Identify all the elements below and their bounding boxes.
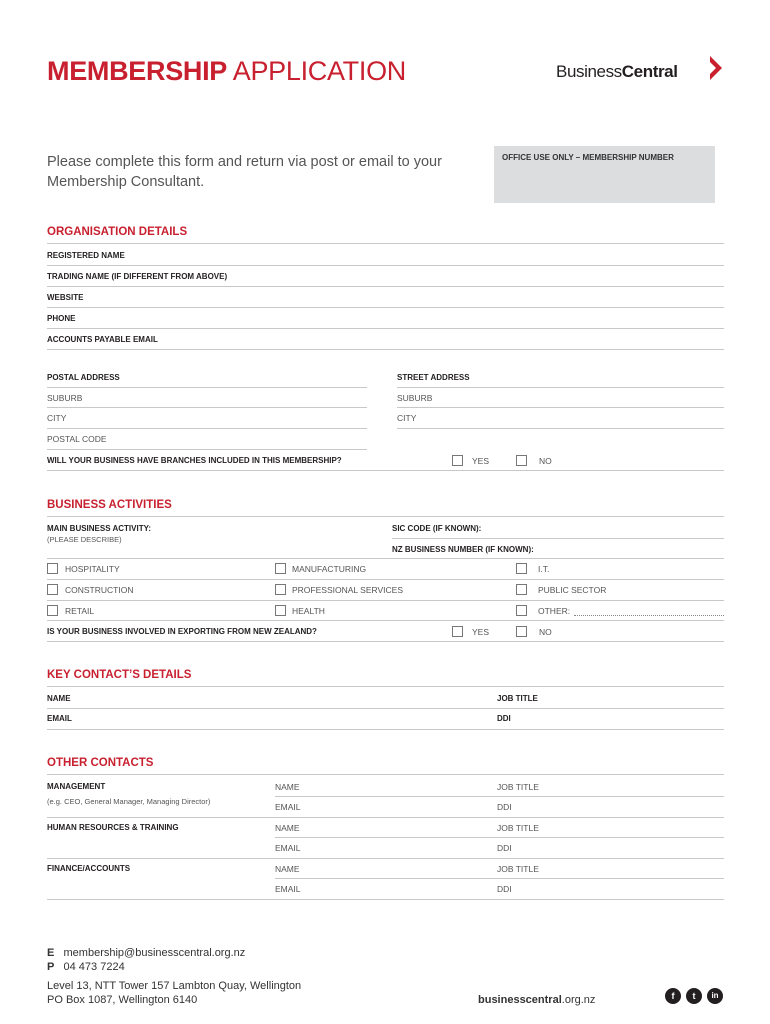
nz-business-number-label: NZ BUSINESS NUMBER (IF KNOWN): [392,545,534,554]
professional-services-checkbox[interactable] [275,584,286,595]
accounts-email-label: ACCOUNTS PAYABLE EMAIL [47,335,158,344]
management-note: (e.g. CEO, General Manager, Managing Director) [47,797,211,806]
retail-checkbox[interactable] [47,605,58,616]
finance-email-field[interactable] [47,899,724,900]
exporting-no-label: NO [539,627,552,637]
hospitality-label: HOSPITALITY [65,564,120,574]
other-contacts-heading: OTHER CONTACTS [47,757,154,769]
management-email-label: EMAIL [275,802,301,812]
management-label: MANAGEMENT [47,782,106,791]
health-checkbox[interactable] [275,605,286,616]
street-suburb-field[interactable] [397,407,724,408]
branches-yes-label: YES [472,456,490,466]
other-field[interactable] [574,615,724,616]
footer-website[interactable]: businesscentral.org.nz [478,994,596,1006]
phone-label: PHONE [47,314,76,323]
key-contact-email-label: EMAIL [47,714,72,723]
logo-arrow-icon [704,54,726,82]
finance-ddi-label: DDI [497,884,512,894]
accounts-email-field[interactable] [47,349,724,350]
exporting-yes-label: YES [472,627,490,637]
postal-suburb-field[interactable] [47,407,367,408]
exporting-question: IS YOUR BUSINESS INVOLVED IN EXPORTING FROM NEW ZEALAND? [47,627,317,636]
organisation-heading: ORGANISATION DETAILS [47,226,188,238]
divider [47,470,724,471]
footer-email: E membership@businesscentral.org.nz [47,947,246,959]
main-activity-label: MAIN BUSINESS ACTIVITY: [47,524,152,533]
key-contact-heading: KEY CONTACT’S DETAILS [47,669,192,681]
finance-name-label: NAME [275,864,300,874]
please-describe-note: (PLEASE DESCRIBE) [47,535,122,544]
management-email-field[interactable] [47,817,724,818]
divider [47,516,724,517]
twitter-icon[interactable]: t [686,988,702,1004]
management-job-title-label: JOB TITLE [497,782,539,792]
registered-name-field[interactable] [47,265,724,266]
street-suburb-label: SUBURB [397,393,433,403]
divider [47,641,724,642]
management-ddi-label: DDI [497,802,512,812]
postal-address-field[interactable] [47,387,367,388]
divider [47,600,724,601]
key-contact-ddi-label: DDI [497,714,511,723]
linkedin-icon[interactable]: in [707,988,723,1004]
branches-question: WILL YOUR BUSINESS HAVE BRANCHES INCLUDED IN THIS MEMBERSHIP? [47,456,342,465]
street-address-label: STREET ADDRESS [397,373,470,382]
exporting-no-checkbox[interactable] [516,626,527,637]
title-bold: MEMBERSHIP [47,56,228,86]
finance-name-field[interactable] [275,878,724,879]
postal-code-label: POSTAL CODE [47,434,107,444]
footer-address-line1: Level 13, NTT Tower 157 Lambton Quay, Wellington [47,980,302,992]
it-checkbox[interactable] [516,563,527,574]
postal-city-label: CITY [47,413,67,423]
sic-code-field[interactable] [392,538,724,539]
registered-name-label: REGISTERED NAME [47,251,125,260]
finance-label: FINANCE/ACCOUNTS [47,864,131,873]
intro-text: Please complete this form and return via post or email to your Membership Consultant. [47,154,442,190]
postal-address-label: POSTAL ADDRESS [47,373,120,382]
branches-no-label: NO [539,456,552,466]
divider [47,686,724,687]
divider [47,620,724,621]
postal-city-field[interactable] [47,428,367,429]
exporting-yes-checkbox[interactable] [452,626,463,637]
hr-ddi-label: DDI [497,843,512,853]
website-label: WEBSITE [47,293,84,302]
divider [47,579,724,580]
hr-email-field[interactable] [47,858,724,859]
public-sector-checkbox[interactable] [516,584,527,595]
health-label: HEALTH [292,606,325,616]
branches-yes-checkbox[interactable] [452,455,463,466]
hr-email-label: EMAIL [275,843,301,853]
other-checkbox[interactable] [516,605,527,616]
street-city-field[interactable] [397,428,724,429]
office-use-label: OFFICE USE ONLY – MEMBERSHIP NUMBER [502,153,674,162]
business-heading: BUSINESS ACTIVITIES [47,499,172,511]
retail-label: RETAIL [65,606,95,616]
management-name-label: NAME [275,782,300,792]
finance-email-label: EMAIL [275,884,301,894]
business-central-logo: BusinessCentral [556,54,726,86]
professional-services-label: PROFESSIONAL SERVICES [292,585,404,595]
manufacturing-label: MANUFACTURING [292,564,367,574]
hr-name-field[interactable] [275,837,724,838]
footer-email-link[interactable]: membership@businesscentral.org.nz [63,947,246,959]
hr-job-title-label: JOB TITLE [497,823,539,833]
hospitality-checkbox[interactable] [47,563,58,574]
key-contact-name-label: NAME [47,694,71,703]
it-label: I.T. [538,564,550,574]
street-city-label: CITY [397,413,417,423]
divider [47,774,724,775]
footer-phone: P 04 473 7224 [47,961,125,973]
postal-suburb-label: SUBURB [47,393,83,403]
finance-job-title-label: JOB TITLE [497,864,539,874]
management-name-field[interactable] [275,796,724,797]
construction-label: CONSTRUCTION [65,585,134,595]
main-activity-field[interactable] [47,558,724,559]
construction-checkbox[interactable] [47,584,58,595]
hr-name-label: NAME [275,823,300,833]
branches-no-checkbox[interactable] [516,455,527,466]
other-label: OTHER: [538,606,571,616]
title-light: APPLICATION [232,56,406,86]
trading-name-label: TRADING NAME (IF DIFFERENT FROM ABOVE) [47,272,228,281]
public-sector-label: PUBLIC SECTOR [538,585,607,595]
divider [47,243,724,244]
key-contact-email-field[interactable] [47,729,724,730]
footer-address-line2: PO Box 1087, Wellington 6140 [47,994,198,1006]
key-contact-job-title-label: JOB TITLE [497,694,538,703]
postal-code-field[interactable] [47,449,367,450]
sic-code-label: SIC CODE (IF KNOWN): [392,524,482,533]
manufacturing-checkbox[interactable] [275,563,286,574]
phone-field[interactable] [47,328,724,329]
page-title [47,56,406,87]
facebook-icon[interactable]: f [665,988,681,1004]
hr-label: HUMAN RESOURCES & TRAINING [47,823,179,832]
website-field[interactable] [47,307,724,308]
key-contact-name-field[interactable] [47,708,724,709]
trading-name-field[interactable] [47,286,724,287]
office-use-box [494,146,715,203]
street-address-field[interactable] [397,387,724,388]
